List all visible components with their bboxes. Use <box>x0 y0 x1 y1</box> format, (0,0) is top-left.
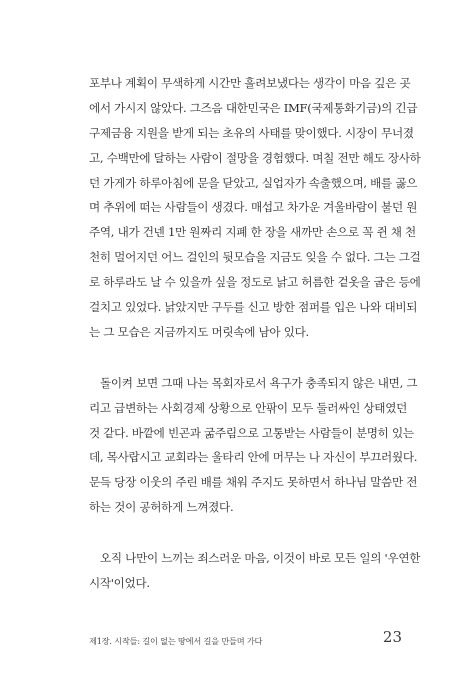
text-line: 것 같다. 바깥에 빈곤과 굶주림으로 고통받는 사람들이 분명히 있는 <box>89 425 414 440</box>
text-line: 데, 목사랍시고 교회라는 울타리 안에 머무는 나 자신이 부끄러웠다. <box>89 450 418 465</box>
paragraph-3 <box>89 546 421 596</box>
text-line: 구제금융 지원을 받게 되는 초유의 사태를 맞이했다. 시장이 무너졌 <box>89 125 414 140</box>
paragraph-gap <box>89 520 401 546</box>
text-line: 시작'이었다. <box>89 576 150 591</box>
text-line: 던 가게가 하루아침에 문을 닫았고, 실업자가 속출했으며, 배를 곯으 <box>89 175 418 190</box>
text-line: 포부나 계획이 무색하게 시간만 흘려보냈다는 생각이 마음 깊은 곳 <box>89 76 411 90</box>
paragraph-1 <box>89 71 421 345</box>
body-text <box>89 71 421 596</box>
text-line: 걸치고 있었다. 낡았지만 구두를 신고 방한 점퍼를 입은 나와 대비되 <box>89 300 418 315</box>
paragraph-gap <box>89 345 401 371</box>
text-line: 며 추위에 떠는 사람들이 생겼다. 매섭고 차가운 겨울바람이 불던 원 <box>89 200 418 215</box>
text-line: 천히 멀어지던 어느 걸인의 뒷모습을 지금도 잊을 수 없다. 그는 그걸 <box>89 250 421 265</box>
page-number: 23 <box>382 628 402 646</box>
paragraph-2 <box>89 371 418 520</box>
text-line: 에서 가시지 않았다. 그즈음 대한민국은 IMF(국제통화기금)의 긴급 <box>89 100 418 115</box>
text-line: 는 그 모습은 지금까지도 머릿속에 남아 있다. <box>89 324 309 339</box>
text-line: 돌이켜 보면 그때 나는 목회자로서 욕구가 충족되지 않은 내면, 그 <box>100 375 418 390</box>
text-line: 고, 수백만에 달하는 사람이 절망을 경험했다. 며칠 전만 해도 장사하 <box>89 150 421 165</box>
text-line: 로 하루라도 날 수 있을까 싶을 정도로 낡고 허름한 겉옷을 굽은 등에 <box>89 275 421 290</box>
text-line: 오직 나만이 느끼는 죄스러운 마음, 이것이 바로 모든 일의 '우연한 <box>100 551 421 566</box>
text-line: 문득 당장 이웃의 주린 배를 채워 주지도 못하면서 하나님 말씀만 전 <box>89 475 418 490</box>
text-line: 주역, 내가 건넨 1만 원짜리 지폐 한 장을 새까만 손으로 꼭 쥔 채 천 <box>89 225 416 240</box>
text-line: 하는 것이 공허하게 느껴졌다. <box>89 500 234 515</box>
running-footer-chapter-title: 제1장. 시작들: 길이 없는 땅에서 길을 만들며 가다 <box>89 636 263 646</box>
text-line: 리고 급변하는 사회경제 상황으로 안팎이 모두 둘러싸인 상태였던 <box>89 400 407 415</box>
